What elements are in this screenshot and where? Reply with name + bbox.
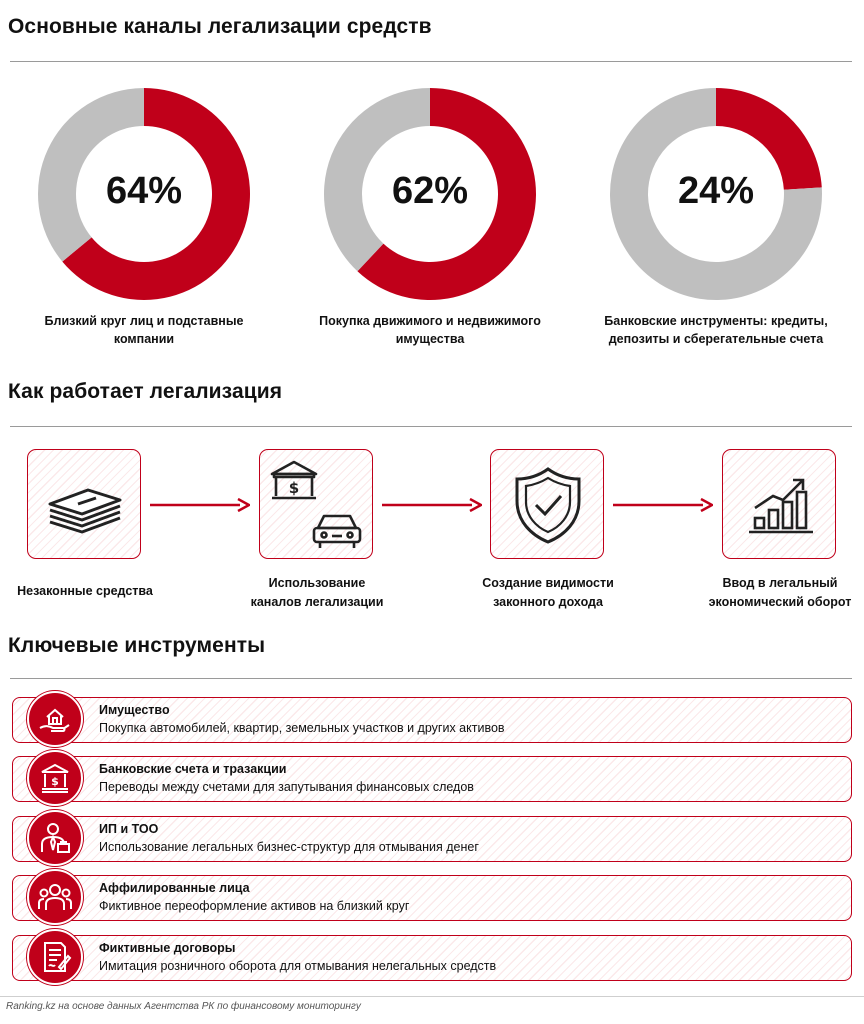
process-arrow-1 xyxy=(150,498,250,512)
tool-row-bank xyxy=(12,756,852,802)
tool-row-contracts xyxy=(12,935,852,981)
process-arrow-3 xyxy=(613,498,713,512)
step-label-legal-economy xyxy=(690,574,864,612)
svg-text:$: $ xyxy=(51,775,59,788)
process-divider xyxy=(10,426,852,427)
source-note: Ranking.kz на основе данных Агентства РК по финансовому мониторингу xyxy=(6,1001,361,1012)
tool-title: Имущество xyxy=(99,703,170,717)
tool-title: Банковские счета и тразакции xyxy=(99,762,287,776)
tool-icon-circle xyxy=(27,869,83,925)
growth-chart-icon xyxy=(747,472,817,542)
tool-title: Аффилированные лица xyxy=(99,881,250,895)
tool-description: Переводы между счетами для запутывания финансовых следов xyxy=(99,780,474,794)
tool-icon-circle xyxy=(27,691,83,747)
tools-section-title: Ключевые инструменты xyxy=(8,634,266,657)
step-label-line: экономический оборот xyxy=(708,594,852,609)
step-box-channels xyxy=(259,449,373,559)
tool-description: Покупка автомобилей, квартир, земельных участков и других активов xyxy=(99,721,505,735)
process-arrow-2 xyxy=(382,498,482,512)
donut-caption: Покупка движимого и недвижимого имущества xyxy=(319,314,541,346)
step-label-line: Использование xyxy=(268,576,366,590)
tool-description: Имитация розничного оборота для отмывания нелегальных средств xyxy=(99,959,497,973)
channels-section-title: Основные каналы легализации средств xyxy=(8,15,432,38)
svg-text:$: $ xyxy=(288,479,300,497)
tools-divider xyxy=(10,678,852,679)
process-section-title: Как работает легализация xyxy=(8,380,283,403)
property-in-hand-icon xyxy=(37,701,73,737)
step-label-line: Создание видимости xyxy=(482,576,614,590)
donut-value-label: 62% xyxy=(391,170,469,212)
donut-value-label: 24% xyxy=(677,170,755,212)
bank-icon xyxy=(37,760,73,796)
channels-divider xyxy=(10,61,852,62)
step-label-illegal-funds xyxy=(0,582,175,601)
tool-row-business xyxy=(12,816,852,862)
step-label-channels xyxy=(227,574,407,612)
tool-icon-circle xyxy=(27,929,83,985)
tool-row-property xyxy=(12,697,852,743)
businessman-icon xyxy=(37,820,73,856)
tool-description: Использование легальных бизнес-структур для отмывания денег xyxy=(99,840,479,854)
step-box-legal-economy xyxy=(722,449,836,559)
step-box-legitimacy xyxy=(490,449,604,559)
tool-icon-circle xyxy=(27,750,83,806)
donut-caption: Близкий круг лиц и подставные компании xyxy=(44,314,244,346)
tool-icon-circle xyxy=(27,810,83,866)
step-label-line: законного дохода xyxy=(493,594,603,609)
source-divider xyxy=(0,996,864,997)
contract-icon xyxy=(37,939,73,975)
tool-title: Фиктивные договоры xyxy=(99,941,236,955)
step-label-line: Незаконные средства xyxy=(17,584,153,598)
shield-check-icon xyxy=(513,465,583,545)
money-stack-icon xyxy=(44,470,124,540)
step-box-illegal-funds xyxy=(27,449,141,559)
step-label-legitimacy xyxy=(458,574,638,612)
step-label-line: Ввод в легальный xyxy=(722,576,838,590)
tool-row-affiliates xyxy=(12,875,852,921)
group-icon xyxy=(37,879,73,915)
donut-value-label: 64% xyxy=(105,170,183,212)
tool-description: Фиктивное переоформление активов на близкий круг xyxy=(99,899,410,913)
tool-title: ИП и ТОО xyxy=(99,822,159,836)
bank-and-car-icon xyxy=(268,456,364,552)
donut-caption: Банковские инструменты: кредиты, депозиты и сберегательные счета xyxy=(604,314,828,346)
step-label-line: каналов легализации xyxy=(250,594,384,609)
